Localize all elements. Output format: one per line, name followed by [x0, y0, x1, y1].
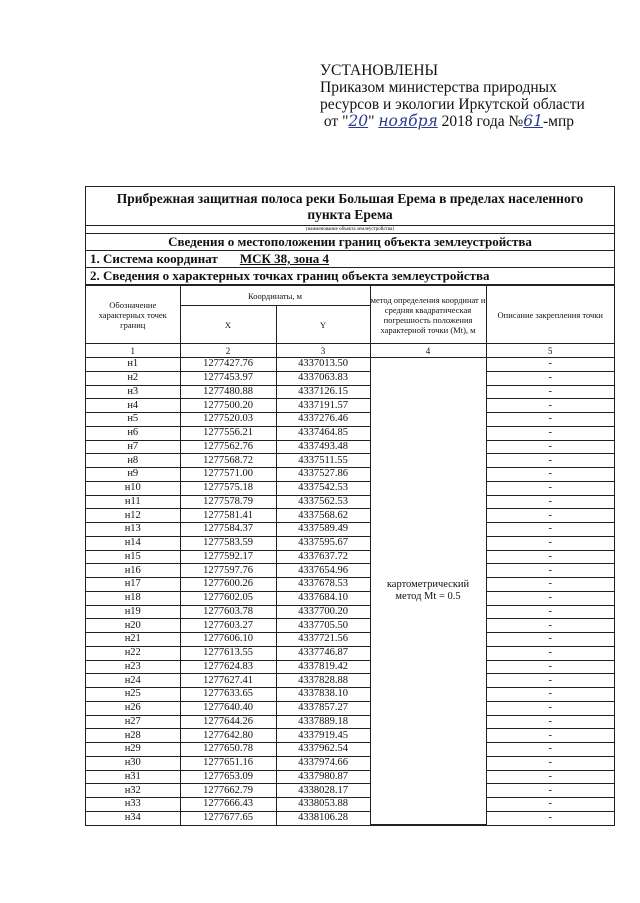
- point-name: н22: [86, 646, 180, 660]
- table-row: [86, 701, 614, 715]
- point-name: н23: [86, 660, 180, 674]
- coord-x: 1277600.26: [180, 578, 276, 592]
- point-description: -: [486, 619, 614, 633]
- point-name: н3: [86, 385, 180, 399]
- points-table: [86, 285, 614, 825]
- coord-x: 1277627.41: [180, 674, 276, 688]
- coord-y: 4337654.96: [276, 564, 370, 578]
- table-row: [86, 385, 614, 399]
- point-name: н5: [86, 413, 180, 427]
- coord-y: 4337013.50: [276, 358, 370, 372]
- coord-y: 4338053.88: [276, 798, 370, 812]
- point-description: -: [486, 550, 614, 564]
- point-description: -: [486, 701, 614, 715]
- table-row: [86, 371, 614, 385]
- coord-y: 4337464.85: [276, 426, 370, 440]
- section-header: Сведения о местоположении границ объекта землеустройства: [86, 234, 614, 251]
- table-row: [86, 619, 614, 633]
- point-description: -: [486, 536, 614, 550]
- coord-x: 1277642.80: [180, 729, 276, 743]
- point-name: н4: [86, 399, 180, 413]
- coord-y: 4338028.17: [276, 784, 370, 798]
- point-description: -: [486, 633, 614, 647]
- coord-x: 1277650.78: [180, 743, 276, 757]
- point-description: -: [486, 454, 614, 468]
- coord-system-label: 1. Система координат: [90, 251, 218, 266]
- point-name: н16: [86, 564, 180, 578]
- point-description: -: [486, 495, 614, 509]
- header-coords: Координаты, м: [180, 286, 370, 306]
- table-row: [86, 536, 614, 550]
- point-description: -: [486, 481, 614, 495]
- stamp-year: 2018 года №: [437, 113, 524, 130]
- handwritten-number: 61: [523, 112, 543, 130]
- coord-y: 4337276.46: [276, 413, 370, 427]
- table-row: [86, 399, 614, 413]
- stamp-suffix: -мпр: [543, 113, 575, 130]
- point-description: -: [486, 660, 614, 674]
- table-row: [86, 729, 614, 743]
- point-name: н12: [86, 509, 180, 523]
- method-line-2: метод Mt = 0.5: [395, 591, 461, 602]
- point-name: н32: [86, 784, 180, 798]
- coord-x: 1277644.26: [180, 715, 276, 729]
- point-name: н13: [86, 523, 180, 537]
- coord-y: 4337819.42: [276, 660, 370, 674]
- document-frame: [85, 186, 615, 826]
- handwritten-day: 20: [348, 112, 369, 130]
- coord-x: 1277633.65: [180, 688, 276, 702]
- coord-x: 1277603.27: [180, 619, 276, 633]
- point-description: -: [486, 770, 614, 784]
- coord-y: 4337678.53: [276, 578, 370, 592]
- table-row: [86, 481, 614, 495]
- table-row: [86, 770, 614, 784]
- coord-x: 1277597.76: [180, 564, 276, 578]
- table-row: [86, 743, 614, 757]
- point-description: -: [486, 784, 614, 798]
- coord-y: 4337527.86: [276, 468, 370, 482]
- coord-y: 4337637.72: [276, 550, 370, 564]
- coord-y: 4337721.56: [276, 633, 370, 647]
- point-name: н26: [86, 701, 180, 715]
- point-description: -: [486, 798, 614, 812]
- coord-y: 4337980.87: [276, 770, 370, 784]
- coord-x: 1277602.05: [180, 591, 276, 605]
- coord-y: 4337493.48: [276, 440, 370, 454]
- coord-system-line: [86, 251, 614, 268]
- point-description: -: [486, 743, 614, 757]
- coord-y: 4337962.54: [276, 743, 370, 757]
- point-description: -: [486, 646, 614, 660]
- coord-y: 4337700.20: [276, 605, 370, 619]
- table-row: [86, 413, 614, 427]
- coord-y: 4337919.45: [276, 729, 370, 743]
- coord-x: 1277568.72: [180, 454, 276, 468]
- table-row: [86, 660, 614, 674]
- coord-x: 1277653.09: [180, 770, 276, 784]
- method-line-1: картометрический: [386, 579, 470, 590]
- handwritten-month: ноября: [378, 112, 438, 130]
- point-name: н9: [86, 468, 180, 482]
- coord-y: 4337828.88: [276, 674, 370, 688]
- column-number: 3: [276, 344, 370, 358]
- coord-x: 1277624.83: [180, 660, 276, 674]
- table-row: [86, 784, 614, 798]
- coord-x: 1277562.76: [180, 440, 276, 454]
- coord-x: 1277583.59: [180, 536, 276, 550]
- column-number: 2: [180, 344, 276, 358]
- table-row: [86, 646, 614, 660]
- coord-x: 1277640.40: [180, 701, 276, 715]
- coord-x: 1277427.76: [180, 358, 276, 372]
- coord-x: 1277575.18: [180, 481, 276, 495]
- header-method: метод определения координат и средняя квадратическая погрешность положения характерной точки (Mt), м: [370, 286, 486, 344]
- point-description: -: [486, 729, 614, 743]
- point-name: н21: [86, 633, 180, 647]
- coord-y: 4337542.53: [276, 481, 370, 495]
- coord-y: 4337589.49: [276, 523, 370, 537]
- table-row: [86, 468, 614, 482]
- table-row: [86, 798, 614, 812]
- coord-x: 1277520.03: [180, 413, 276, 427]
- approval-stamp: [320, 62, 585, 130]
- point-description: -: [486, 578, 614, 592]
- table-row: [86, 688, 614, 702]
- point-description: -: [486, 426, 614, 440]
- table-row: [86, 674, 614, 688]
- point-name: н27: [86, 715, 180, 729]
- coord-y: 4337857.27: [276, 701, 370, 715]
- coord-y: 4337705.50: [276, 619, 370, 633]
- coord-y: 4337126.15: [276, 385, 370, 399]
- table-row: [86, 509, 614, 523]
- table-row: [86, 454, 614, 468]
- table-row: [86, 756, 614, 770]
- table-row: [86, 550, 614, 564]
- table-row: [86, 426, 614, 440]
- coord-system-value: МСК 38, зона 4: [239, 251, 330, 266]
- point-description: -: [486, 440, 614, 454]
- point-description: -: [486, 715, 614, 729]
- column-number: 4: [370, 344, 486, 358]
- point-description: -: [486, 674, 614, 688]
- point-name: н6: [86, 426, 180, 440]
- method-cell: [370, 358, 486, 825]
- coord-x: 1277581.41: [180, 509, 276, 523]
- point-description: -: [486, 509, 614, 523]
- point-name: н17: [86, 578, 180, 592]
- point-description: -: [486, 591, 614, 605]
- point-description: -: [486, 523, 614, 537]
- header-desc: Описание закрепления точки: [486, 286, 614, 344]
- point-name: н24: [86, 674, 180, 688]
- coord-x: 1277613.55: [180, 646, 276, 660]
- coord-y: 4337974.66: [276, 756, 370, 770]
- points-table-body: [86, 358, 614, 825]
- coord-x: 1277453.97: [180, 371, 276, 385]
- point-description: -: [486, 564, 614, 578]
- stamp-line-2: Приказом министерства природных: [320, 79, 557, 96]
- point-name: н19: [86, 605, 180, 619]
- title-note: (наименование объекта землеустройства): [86, 226, 614, 234]
- table-row: [86, 358, 614, 372]
- coord-y: 4337562.53: [276, 495, 370, 509]
- table-row: [86, 440, 614, 454]
- point-name: н31: [86, 770, 180, 784]
- point-description: -: [486, 413, 614, 427]
- table-row: [86, 605, 614, 619]
- coord-x: 1277584.37: [180, 523, 276, 537]
- coord-y: 4337511.55: [276, 454, 370, 468]
- coord-x: 1277500.20: [180, 399, 276, 413]
- header-y: Y: [276, 306, 370, 344]
- coord-y: 4337063.83: [276, 371, 370, 385]
- coord-x: 1277480.88: [180, 385, 276, 399]
- point-name: н20: [86, 619, 180, 633]
- point-name: н25: [86, 688, 180, 702]
- point-description: -: [486, 811, 614, 824]
- point-name: н14: [86, 536, 180, 550]
- coord-x: 1277666.43: [180, 798, 276, 812]
- coord-y: 4337595.67: [276, 536, 370, 550]
- point-description: -: [486, 756, 614, 770]
- document-title: Прибрежная защитная полоса реки Большая Ерема в пределах населенного пункта Ерема: [86, 187, 614, 226]
- table-row: [86, 564, 614, 578]
- point-name: н18: [86, 591, 180, 605]
- coord-x: 1277556.21: [180, 426, 276, 440]
- stamp-line-3: ресурсов и экологии Иркутской области: [320, 96, 585, 113]
- point-name: н15: [86, 550, 180, 564]
- point-name: н28: [86, 729, 180, 743]
- coord-x: 1277606.10: [180, 633, 276, 647]
- coord-x: 1277571.00: [180, 468, 276, 482]
- header-x: X: [180, 306, 276, 344]
- point-description: -: [486, 358, 614, 372]
- table-row: [86, 633, 614, 647]
- table-row: [86, 523, 614, 537]
- point-name: н2: [86, 371, 180, 385]
- coord-x: 1277592.17: [180, 550, 276, 564]
- point-name: н33: [86, 798, 180, 812]
- point-name: н7: [86, 440, 180, 454]
- column-number: 5: [486, 344, 614, 358]
- coord-x: 1277677.65: [180, 811, 276, 824]
- table-row: [86, 811, 614, 824]
- point-description: -: [486, 605, 614, 619]
- coord-y: 4337568.62: [276, 509, 370, 523]
- table-row: [86, 715, 614, 729]
- coord-y: 4337838.10: [276, 688, 370, 702]
- stamp-date-line: [320, 113, 585, 130]
- table-row: [86, 591, 614, 605]
- coord-y: 4337684.10: [276, 591, 370, 605]
- column-number: 1: [86, 344, 180, 358]
- point-name: н10: [86, 481, 180, 495]
- table-row: [86, 578, 614, 592]
- point-name: н8: [86, 454, 180, 468]
- point-description: -: [486, 468, 614, 482]
- stamp-mid: ": [368, 113, 379, 130]
- coord-y: 4337191.57: [276, 399, 370, 413]
- stamp-heading: УСТАНОВЛЕНЫ: [320, 62, 439, 79]
- coord-x: 1277578.79: [180, 495, 276, 509]
- point-description: -: [486, 385, 614, 399]
- coord-y: 4337889.18: [276, 715, 370, 729]
- point-name: н11: [86, 495, 180, 509]
- point-description: -: [486, 371, 614, 385]
- coord-x: 1277651.16: [180, 756, 276, 770]
- coord-y: 4337746.87: [276, 646, 370, 660]
- point-name: н30: [86, 756, 180, 770]
- point-name: н1: [86, 358, 180, 372]
- point-description: -: [486, 399, 614, 413]
- points-header: 2. Сведения о характерных точках границ объекта землеустройства: [86, 268, 614, 285]
- header-point: Обозначение характерных точек границ: [86, 286, 180, 344]
- point-name: н34: [86, 811, 180, 824]
- stamp-prefix: от ": [323, 113, 349, 130]
- column-numbers-row: [86, 344, 614, 358]
- table-row: [86, 495, 614, 509]
- coord-x: 1277662.79: [180, 784, 276, 798]
- coord-y: 4338106.28: [276, 811, 370, 824]
- point-name: н29: [86, 743, 180, 757]
- coord-x: 1277603.78: [180, 605, 276, 619]
- point-description: -: [486, 688, 614, 702]
